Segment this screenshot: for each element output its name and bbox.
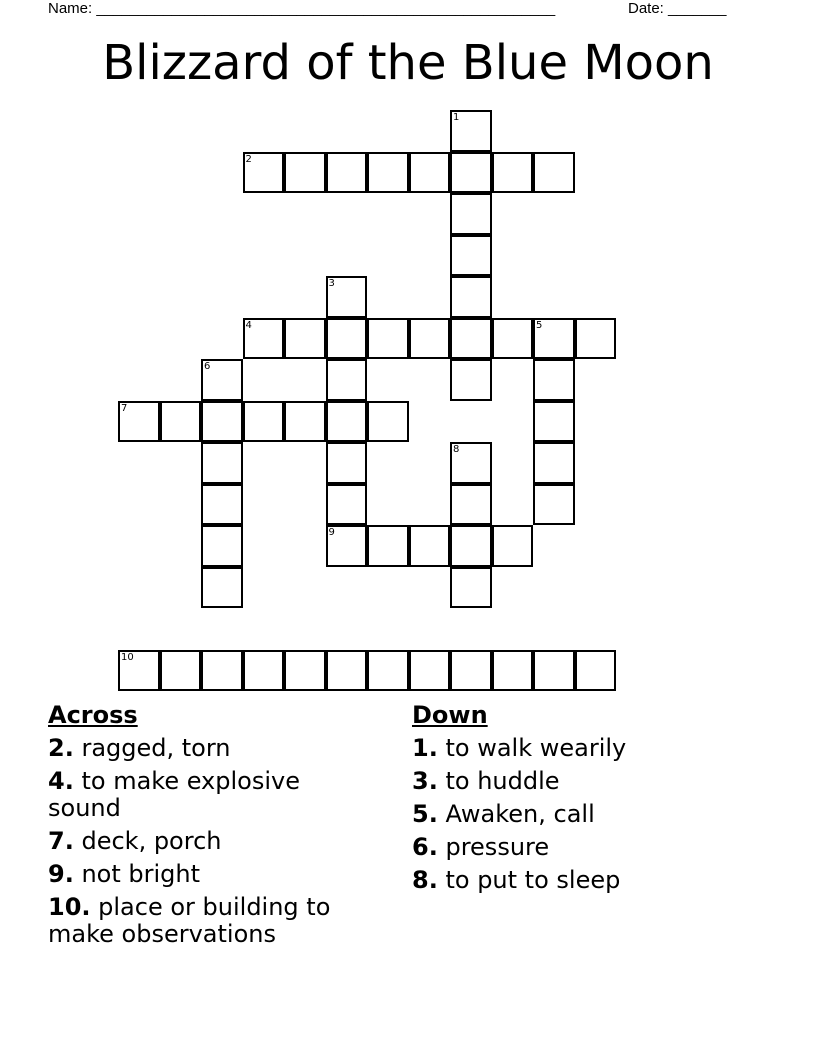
crossword-cell[interactable] [160, 401, 202, 443]
across-clue [48, 768, 378, 822]
crossword-cell[interactable] [533, 401, 575, 443]
cell-number: 7 [121, 402, 128, 414]
crossword-cell[interactable] [201, 401, 243, 443]
crossword-cell[interactable] [450, 152, 492, 194]
crossword-cell[interactable] [326, 152, 368, 194]
cell-number: 2 [245, 153, 252, 165]
crossword-cell[interactable] [326, 401, 368, 443]
crossword-cell[interactable] [118, 401, 160, 443]
clue-text: to put to sleep [445, 866, 621, 894]
across-clue [48, 861, 378, 888]
crossword-cell[interactable] [409, 318, 451, 360]
crossword-cell[interactable] [367, 318, 409, 360]
crossword-cell[interactable] [492, 525, 534, 567]
clue-number: 9. [48, 860, 74, 888]
crossword-cell[interactable] [492, 152, 534, 194]
crossword-cell[interactable] [409, 650, 451, 692]
crossword-cell[interactable] [533, 484, 575, 526]
crossword-cell[interactable] [326, 525, 368, 567]
crossword-cell[interactable] [533, 442, 575, 484]
crossword-cell[interactable] [243, 401, 285, 443]
clue-number: 1. [412, 734, 438, 762]
crossword-cell[interactable] [450, 484, 492, 526]
down-clue [412, 834, 752, 861]
across-clues [48, 702, 378, 954]
crossword-cell[interactable] [367, 152, 409, 194]
puzzle-title: Blizzard of the Blue Moon [102, 35, 714, 91]
clue-number: 4. [48, 767, 74, 795]
crossword-cell[interactable] [450, 442, 492, 484]
across-clue [48, 828, 378, 855]
down-clue [412, 735, 752, 762]
crossword-cell[interactable] [284, 401, 326, 443]
down-clues [412, 702, 752, 900]
across-clue [48, 894, 378, 948]
across-heading: Across [48, 701, 138, 729]
crossword-cell[interactable] [326, 650, 368, 692]
crossword-cell[interactable] [409, 152, 451, 194]
clue-number: 6. [412, 833, 438, 861]
cell-number: 8 [453, 444, 460, 455]
cell-number: 4 [245, 319, 252, 331]
crossword-cell[interactable] [450, 193, 492, 235]
crossword-cell[interactable] [450, 525, 492, 567]
crossword-cell[interactable] [367, 650, 409, 692]
clue-text: pressure [445, 833, 550, 861]
crossword-cell[interactable] [450, 567, 492, 609]
crossword-cell[interactable] [160, 650, 202, 692]
crossword-cell[interactable] [533, 318, 575, 360]
crossword-cell[interactable] [326, 484, 368, 526]
crossword-cell[interactable] [575, 650, 617, 692]
clue-number: 10. [48, 893, 91, 921]
crossword-cell[interactable] [243, 152, 285, 194]
cell-number: 9 [328, 527, 335, 538]
crossword-cell[interactable] [284, 152, 326, 194]
clue-text: deck, porch [81, 827, 222, 855]
cell-number: 3 [328, 278, 335, 289]
down-heading: Down [412, 701, 488, 729]
clue-text: Awaken, call [445, 800, 595, 828]
clue-number: 8. [412, 866, 438, 894]
clue-number: 7. [48, 827, 74, 855]
clue-number: 3. [412, 767, 438, 795]
down-clue [412, 867, 752, 894]
across-clue [48, 735, 378, 762]
crossword-cell[interactable] [409, 525, 451, 567]
crossword-cell[interactable] [284, 318, 326, 360]
cell-number: 1 [453, 112, 460, 123]
crossword-cell[interactable] [326, 318, 368, 360]
crossword-cell[interactable] [450, 110, 492, 152]
crossword-cell[interactable] [201, 442, 243, 484]
clue-text: to huddle [445, 767, 560, 795]
clue-text: not bright [81, 860, 201, 888]
clue-text: to make explosive sound [48, 767, 300, 822]
clue-text: to walk wearily [445, 734, 627, 762]
cell-number: 10 [121, 651, 134, 663]
down-clue [412, 801, 752, 828]
crossword-cell[interactable] [533, 152, 575, 194]
crossword-cell[interactable] [367, 401, 409, 443]
crossword-cell[interactable] [201, 650, 243, 692]
crossword-cell[interactable] [118, 650, 160, 692]
clue-text: ragged, torn [81, 734, 231, 762]
crossword-cell[interactable] [326, 276, 368, 318]
crossword-cell[interactable] [326, 359, 368, 401]
date-field-label[interactable]: Date: _______ [628, 0, 727, 17]
crossword-cell[interactable] [201, 525, 243, 567]
crossword-cell[interactable] [450, 359, 492, 401]
crossword-cell[interactable] [575, 318, 617, 360]
clue-number: 2. [48, 734, 74, 762]
clue-number: 5. [412, 800, 438, 828]
crossword-cell[interactable] [243, 318, 285, 360]
crossword-cell[interactable] [533, 359, 575, 401]
cell-number: 6 [204, 361, 211, 372]
crossword-cell[interactable] [284, 650, 326, 692]
crossword-cell[interactable] [201, 567, 243, 609]
crossword-cell[interactable] [201, 359, 243, 401]
crossword-cell[interactable] [450, 235, 492, 277]
crossword-cell[interactable] [326, 442, 368, 484]
cell-number: 5 [536, 319, 543, 331]
crossword-cell[interactable] [201, 484, 243, 526]
crossword-cell[interactable] [450, 318, 492, 360]
crossword-cell[interactable] [450, 650, 492, 692]
crossword-cell[interactable] [492, 650, 534, 692]
name-field-label[interactable]: Name: _______________________________________________________ [48, 0, 556, 17]
crossword-cell[interactable] [533, 650, 575, 692]
crossword-cell[interactable] [492, 318, 534, 360]
crossword-cell[interactable] [450, 276, 492, 318]
crossword-cell[interactable] [243, 650, 285, 692]
clue-text: place or building to make observations [48, 893, 331, 948]
down-clue [412, 768, 752, 795]
crossword-cell[interactable] [367, 525, 409, 567]
